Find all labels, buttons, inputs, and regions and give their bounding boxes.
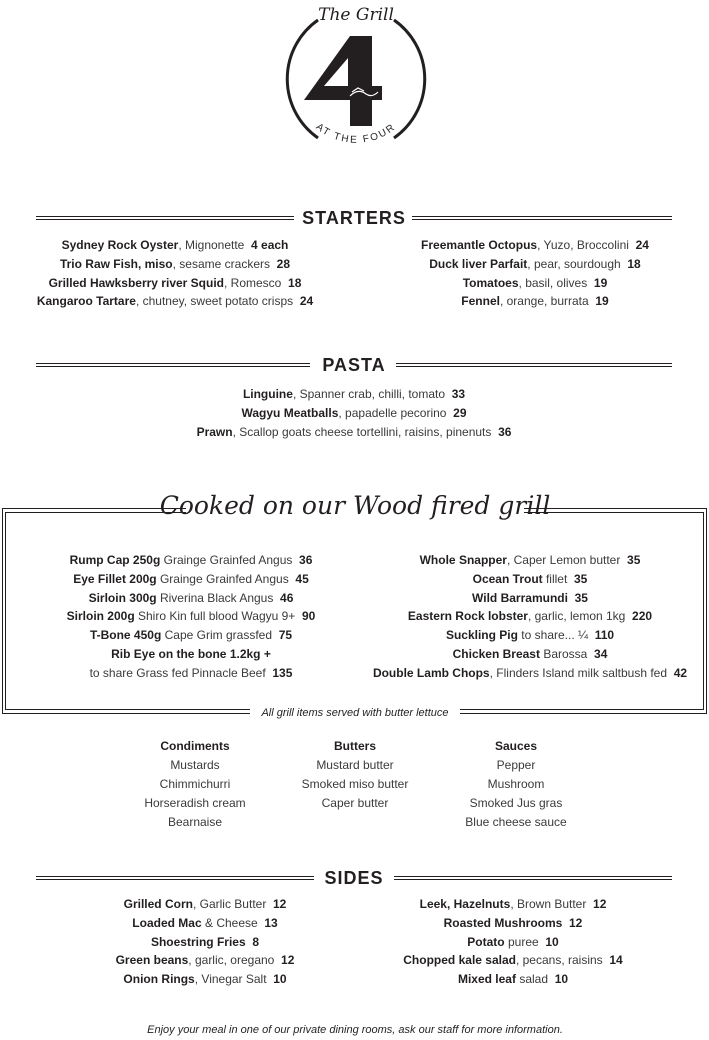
menu-item-price: 110 bbox=[594, 628, 615, 643]
menu-item-price: 220 bbox=[632, 609, 653, 624]
condiment-item: Mustards bbox=[170, 758, 220, 772]
menu-item-description: , Yuzo, Broccolini bbox=[537, 238, 629, 252]
menu-item-price: 36 bbox=[498, 424, 512, 439]
starters-right-column bbox=[380, 236, 690, 311]
menu-item-name: Eye Fillet 200g bbox=[73, 571, 157, 586]
menu-item-description: , Romesco bbox=[224, 275, 282, 290]
menu-item bbox=[40, 607, 342, 626]
menu-item-name: Duck liver Parfait bbox=[429, 256, 528, 271]
condiment-item: Horseradish cream bbox=[144, 796, 246, 810]
menu-item-description: , sesame crackers bbox=[172, 256, 270, 271]
grill-right-column bbox=[370, 551, 690, 683]
menu-item-name: Grilled Hawksberry river Squid bbox=[48, 275, 224, 290]
menu-item-name: T-Bone 450g bbox=[89, 628, 162, 643]
menu-item bbox=[20, 255, 330, 274]
menu-item-name: Trio Raw Fish, miso bbox=[59, 256, 173, 271]
menu-item-price: 24 bbox=[635, 238, 649, 252]
menu-item-price: 12 bbox=[569, 915, 583, 930]
menu-item-price: 33 bbox=[451, 387, 466, 401]
menu-item bbox=[100, 423, 608, 442]
menu-item-name: Fennel bbox=[461, 294, 500, 309]
menu-item-name: Mixed leaf bbox=[457, 972, 516, 987]
menu-item-price: 4 each bbox=[251, 238, 289, 252]
sauce-item: Blue cheese sauce bbox=[465, 815, 567, 829]
menu-item-price: 46 bbox=[280, 590, 294, 605]
menu-item-price: 29 bbox=[453, 405, 467, 420]
grill-note: All grill items served with butter lettuce bbox=[261, 707, 449, 719]
butter-item: Smoked miso butter bbox=[301, 777, 409, 791]
sides-left-column bbox=[60, 895, 350, 989]
sauces-column bbox=[440, 737, 592, 832]
condiments-title: Condiments bbox=[160, 739, 230, 753]
menu-item-price: 19 bbox=[593, 275, 608, 290]
menu-item-name: Double Lamb Chops bbox=[372, 665, 490, 680]
menu-item-description: fillet bbox=[542, 571, 568, 586]
menu-item-name: Kangaroo Tartare bbox=[36, 294, 136, 309]
menu-item bbox=[40, 551, 342, 570]
logo-script-text bbox=[318, 5, 394, 25]
menu-item-name: Green beans bbox=[115, 953, 189, 968]
menu-item-description: , garlic, oregano bbox=[188, 953, 275, 968]
menu-item-price: 35 bbox=[627, 553, 641, 567]
menu-item-price: 45 bbox=[295, 571, 309, 586]
menu-item bbox=[60, 951, 350, 970]
menu-item-name: Sirloin 200g bbox=[66, 609, 135, 624]
menu-item bbox=[20, 236, 330, 255]
logo-ring-text: AT THE FOUR bbox=[313, 121, 399, 146]
menu-item bbox=[370, 607, 690, 626]
menu-item-description: , Mignonette bbox=[178, 238, 245, 252]
menu-item-description: & Cheese bbox=[201, 915, 258, 930]
butter-item: Mustard butter bbox=[316, 758, 394, 772]
menu-item-name: Chicken Breast bbox=[452, 646, 540, 661]
menu-item-description: salad bbox=[515, 972, 549, 987]
menu-item-price: 19 bbox=[595, 294, 609, 309]
menu-item bbox=[368, 933, 658, 952]
menu-item-name: Ocean Trout bbox=[472, 571, 543, 586]
menu-item-name: Rib Eye on the bone 1.2kg + bbox=[111, 646, 271, 661]
menu-item-name: Wild Barramundi bbox=[472, 590, 568, 605]
menu-item-description: , basil, olives bbox=[518, 275, 588, 290]
menu-item bbox=[370, 645, 690, 664]
starters-left-column bbox=[20, 236, 330, 311]
menu-item-price: 42 bbox=[673, 665, 688, 680]
butters-title: Butters bbox=[333, 739, 376, 753]
condiments-column bbox=[120, 737, 270, 832]
menu-item-description: , Brown Butter bbox=[510, 897, 587, 911]
menu-item bbox=[100, 404, 608, 423]
menu-item bbox=[370, 551, 690, 570]
menu-item-name: Linguine bbox=[242, 387, 293, 401]
menu-item-description: , orange, burrata bbox=[499, 294, 589, 309]
menu-item-price: 10 bbox=[545, 934, 559, 949]
menu-item-description: Barossa bbox=[539, 646, 588, 661]
menu-item-description: Grainge Grainfed Angus bbox=[160, 553, 293, 567]
sides-header bbox=[36, 868, 672, 888]
menu-item-name: Shoestring Fries bbox=[150, 934, 246, 949]
menu-item bbox=[368, 895, 658, 914]
pasta-column bbox=[100, 385, 608, 441]
menu-item-price: 35 bbox=[574, 571, 588, 586]
menu-item-description: Cape Grim grassfed bbox=[161, 628, 273, 643]
sauce-item: Mushroom bbox=[487, 777, 545, 791]
sauce-item: Smoked Jus gras bbox=[469, 796, 563, 810]
menu-item-name: Rump Cap 250g bbox=[69, 553, 161, 567]
menu-item bbox=[60, 933, 350, 952]
menu-item-price: 34 bbox=[594, 646, 608, 661]
menu-item-name: Whole Snapper bbox=[419, 553, 507, 567]
menu-item-price: 75 bbox=[278, 628, 293, 643]
menu-item bbox=[100, 385, 608, 404]
menu-item bbox=[40, 570, 342, 589]
menu-item-name: Leek, Hazelnuts bbox=[419, 897, 511, 911]
butter-item: Caper butter bbox=[321, 796, 389, 810]
menu-item bbox=[40, 589, 342, 608]
menu-item-name: Potato bbox=[467, 934, 505, 949]
menu-item bbox=[60, 914, 350, 933]
sides-title: SIDES bbox=[324, 868, 384, 888]
condiment-item: Chimmichurri bbox=[159, 777, 231, 791]
condiment-item: Bearnaise bbox=[167, 815, 223, 829]
menu-item-price: 18 bbox=[627, 256, 641, 271]
menu-item-price: 18 bbox=[288, 275, 302, 290]
menu-item-description: Shiro Kin full blood Wagyu 9+ bbox=[134, 609, 296, 624]
menu-item bbox=[370, 626, 690, 645]
starters-title: STARTERS bbox=[302, 208, 406, 228]
menu-item-name: Chopped kale salad bbox=[403, 953, 516, 968]
menu-item-name: Sydney Rock Oyster bbox=[61, 238, 179, 252]
menu-item-price: 35 bbox=[574, 590, 588, 605]
menu-item-description: Grainge Grainfed Angus bbox=[156, 571, 289, 586]
menu-item-name: Wagyu Meatballs bbox=[241, 405, 339, 420]
menu-item bbox=[60, 970, 350, 989]
starters-header bbox=[36, 208, 672, 228]
menu-item-name: Sirloin 300g bbox=[88, 590, 157, 605]
sauce-item: Pepper bbox=[496, 758, 536, 772]
menu-item-description: to share... ¼ bbox=[517, 628, 589, 643]
menu-item bbox=[380, 274, 690, 293]
grill-title bbox=[159, 480, 551, 532]
menu-item-price: 135 bbox=[272, 665, 293, 680]
pasta-title: PASTA bbox=[322, 355, 386, 375]
menu-item bbox=[368, 970, 658, 989]
menu-item bbox=[20, 274, 330, 293]
menu-item bbox=[370, 664, 690, 683]
menu-item-name: Grilled Corn bbox=[123, 897, 193, 911]
menu-item-price: 10 bbox=[273, 972, 287, 987]
restaurant-logo bbox=[278, 0, 434, 160]
menu-item-price: 36 bbox=[299, 553, 313, 567]
menu-item-description: Riverina Black Angus bbox=[156, 590, 274, 605]
sides-right-column bbox=[368, 895, 658, 989]
menu-item-description: , Flinders Island milk saltbush fed bbox=[489, 665, 668, 680]
menu-item-name: Suckling Pig bbox=[445, 628, 518, 643]
menu-item-name: Tomatoes bbox=[462, 275, 519, 290]
menu-item-price: 28 bbox=[276, 256, 291, 271]
sauces-title: Sauces bbox=[494, 739, 538, 753]
svg-text:The Grill: The Grill bbox=[318, 5, 394, 25]
menu-item-description: , Garlic Butter bbox=[192, 897, 267, 911]
menu-item-price: 8 bbox=[252, 934, 260, 949]
menu-item-name: Prawn bbox=[196, 424, 233, 439]
menu-item-description: puree bbox=[504, 934, 539, 949]
menu-item bbox=[40, 645, 342, 664]
menu-item-description: , papadelle pecorino bbox=[338, 405, 447, 420]
menu-item-name: Freemantle Octopus bbox=[421, 238, 538, 252]
menu-item-price: 12 bbox=[273, 897, 287, 911]
menu-item bbox=[368, 951, 658, 970]
menu-item bbox=[370, 589, 690, 608]
menu-item bbox=[380, 292, 690, 311]
menu-item-price: 12 bbox=[281, 953, 295, 968]
pasta-header bbox=[36, 355, 672, 375]
menu-item-price: 14 bbox=[609, 953, 623, 968]
menu-item-description: , pear, sourdough bbox=[527, 256, 621, 271]
menu-item bbox=[370, 570, 690, 589]
menu-item-name: Roasted Mushrooms bbox=[443, 915, 563, 930]
menu-item bbox=[380, 236, 690, 255]
grill-left-column bbox=[40, 551, 342, 683]
menu-item-description: , garlic, lemon 1kg bbox=[527, 609, 626, 624]
footer-note: Enjoy your meal in one of our private dining rooms, ask our staff for more information. bbox=[147, 1024, 563, 1036]
menu-item bbox=[368, 914, 658, 933]
menu-item bbox=[60, 895, 350, 914]
menu-item-description: , pecans, raisins bbox=[515, 953, 603, 968]
menu-item-price: 10 bbox=[554, 972, 569, 987]
menu-item-name: Eastern Rock lobster bbox=[407, 609, 528, 624]
menu-item-price: 90 bbox=[302, 609, 316, 624]
menu-item-name: Onion Rings bbox=[123, 972, 195, 987]
menu-item-price: 24 bbox=[299, 294, 314, 309]
menu-item-description: to share Grass fed Pinnacle Beef bbox=[89, 665, 266, 680]
butters-column bbox=[280, 737, 430, 813]
menu-item bbox=[40, 664, 342, 683]
menu-item bbox=[20, 292, 330, 311]
menu-item-name: Loaded Mac bbox=[132, 915, 202, 930]
menu-item-description: , Spanner crab, chilli, tomato bbox=[292, 387, 446, 401]
menu-item-description: , Vinegar Salt bbox=[194, 972, 267, 987]
menu-item bbox=[380, 255, 690, 274]
grill-title-text: Cooked on our Wood fired grill bbox=[159, 491, 551, 520]
menu-item-description: , Caper Lemon butter bbox=[506, 553, 621, 567]
menu-item-description: , Scallop goats cheese tortellini, raisins, pinenuts bbox=[232, 424, 492, 439]
menu-item bbox=[40, 626, 342, 645]
menu-item-description: , chutney, sweet potato crisps bbox=[135, 294, 294, 309]
menu-item-price: 12 bbox=[593, 897, 607, 911]
menu-item-price: 13 bbox=[264, 915, 278, 930]
